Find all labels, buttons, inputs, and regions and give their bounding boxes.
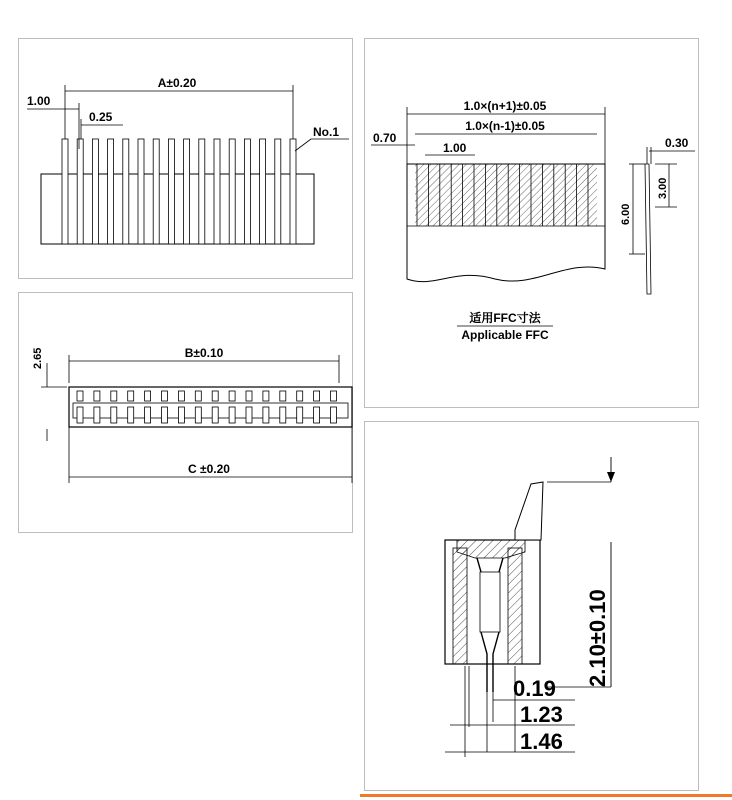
pin [138, 139, 144, 244]
actuator-lever [515, 482, 543, 540]
contact-top [145, 391, 151, 401]
caption-en: Applicable FFC [461, 328, 549, 342]
contact-bottom [162, 407, 168, 423]
dim-margin-label: 0.70 [373, 131, 397, 145]
contact-top [128, 391, 134, 401]
dim-section-a-label: 0.19 [513, 676, 556, 701]
dim-total-label: 1.0×(n+1)±0.05 [463, 99, 547, 113]
ffc-contacts [415, 164, 597, 226]
panel-front-view [18, 292, 353, 533]
pin [62, 139, 68, 244]
contact-top [263, 391, 269, 401]
contact-bottom [280, 407, 286, 423]
pin [184, 139, 190, 244]
pin [290, 139, 296, 244]
pin [275, 139, 281, 244]
dim-b-label: B±0.10 [184, 346, 224, 360]
contact-top [212, 391, 218, 401]
top-view-drawing [19, 39, 354, 280]
contact-bottom [111, 407, 117, 423]
dim-inner-label: 1.0×(n-1)±0.05 [465, 119, 545, 133]
contact-top [331, 391, 337, 401]
caption-cn: 适用FFC寸法 [469, 311, 541, 325]
dim-stiffener-label: 3.00 [657, 177, 669, 199]
contact-top [229, 391, 235, 401]
contact-bottom [314, 407, 320, 423]
pin [153, 139, 159, 244]
contact-top [246, 391, 252, 401]
dim-length-label: 6.00 [620, 203, 632, 225]
contact-top [94, 391, 100, 401]
contact-top [178, 391, 184, 401]
pin [199, 139, 205, 244]
contact-bottom [77, 407, 83, 423]
contact-bottom [297, 407, 303, 423]
contact-bottom [178, 407, 184, 423]
accent-rule [360, 794, 732, 797]
contact-bottom [145, 407, 151, 423]
dim-pitch-label: 1.00 [27, 94, 51, 108]
pin [260, 139, 266, 244]
dim-a-label: A±0.20 [157, 76, 197, 90]
contact-top [162, 391, 168, 401]
contact-bottom [195, 407, 201, 423]
dim-section-b-label: 1.23 [520, 702, 563, 727]
contact-bottom [263, 407, 269, 423]
pin [244, 139, 250, 244]
dim-ffc-pitch-label: 1.00 [443, 141, 467, 155]
pin [214, 139, 220, 244]
ffc-side-view [645, 164, 651, 294]
no1-label: No.1 [313, 125, 340, 139]
pin [92, 139, 98, 244]
pin [229, 139, 235, 244]
contact-bottom [212, 407, 218, 423]
ffc-drawing [365, 39, 700, 409]
contact-top [195, 391, 201, 401]
contact-bottom [229, 407, 235, 423]
panel-top-view [18, 38, 353, 279]
pin [108, 139, 114, 244]
contact-top [77, 391, 83, 401]
contact-bottom [128, 407, 134, 423]
contact-bottom [94, 407, 100, 423]
pin [77, 139, 83, 244]
contact-top [111, 391, 117, 401]
pin [123, 139, 129, 244]
contact-top [297, 391, 303, 401]
dim-thickness-label: 0.30 [665, 136, 689, 150]
cross-section-drawing [365, 422, 700, 792]
contact-bottom [246, 407, 252, 423]
panel-cross-section [364, 421, 699, 791]
contact-top [314, 391, 320, 401]
dim-section-c-label: 1.46 [520, 729, 563, 754]
contact-top [280, 391, 286, 401]
front-view-drawing [19, 293, 354, 534]
dim-width-label: 0.25 [89, 110, 113, 124]
dim-section-height-label: 2.10±0.10 [585, 589, 610, 687]
dim-height-label: 2.65 [32, 347, 44, 369]
contact-bottom [331, 407, 337, 423]
panel-ffc [364, 38, 699, 408]
pin [168, 139, 174, 244]
dim-c-label: C ±0.20 [188, 462, 230, 476]
